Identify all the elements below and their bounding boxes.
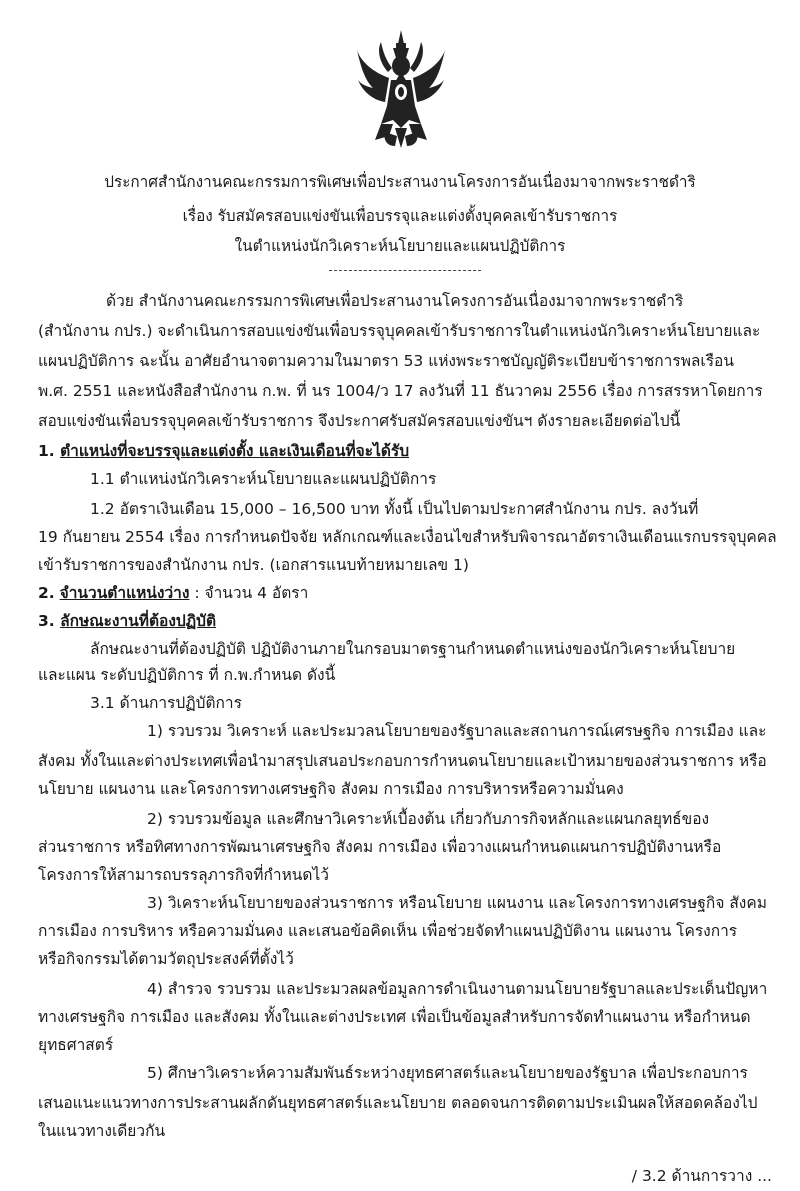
section-1-item-2-line-3: เข้ารับราชการของสำนักงาน กปร. (เอกสารแนบท้ายหมายเลข 1)	[38, 556, 469, 574]
duty-item-1-line-1: 1) รวบรวม วิเคราะห์ และประมวลนโยบายของรัฐบาลและสถานการณ์เศรษฐกิจ การเมือง และ	[147, 722, 767, 740]
duty-item-1-line-3: นโยบาย แผนงาน และโครงการทางเศรษฐกิจ สังคม การเมือง การบริหารหรือความมั่นคง	[38, 780, 624, 798]
intro-line-4: พ.ศ. 2551 และหนังสือสำนักงาน ก.พ. ที่ นร 1004/ว 17 ลงวันที่ 11 ธันวาคม 2556 เรื่อง การสรรหาโดยการ	[38, 382, 763, 400]
title-separator	[329, 270, 481, 271]
section-1-item-2-line-2: 19 กันยายน 2554 เรื่อง การกำหนดปัจจัย หลักเกณฑ์และเงื่อนไขสำหรับพิจารณาอัตราเงินเดือนแรกบรรจุบุคคล	[38, 528, 777, 546]
duty-item-4-line-3: ยุทธศาสตร์	[38, 1036, 114, 1054]
section-2	[38, 583, 308, 603]
section-1-heading	[38, 441, 409, 461]
intro-line-1: ด้วย สำนักงานคณะกรรมการพิเศษเพื่อประสานงานโครงการอันเนื่องมาจากพระราชดำริ	[106, 292, 684, 310]
announcement-title-line-2: เรื่อง รับสมัครสอบแข่งขันเพื่อบรรจุและแต่งตั้งบุคคลเข้ารับราชการ	[182, 207, 618, 225]
announcement-title-line-1: ประกาศสำนักงานคณะกรรมการพิเศษเพื่อประสานงานโครงการอันเนื่องมาจากพระราชดำริ	[104, 173, 696, 191]
section-3-number: 3.	[38, 612, 55, 630]
duty-item-2-line-2: ส่วนราชการ หรือทิศทางการพัฒนาเศรษฐกิจ สังคม การเมือง เพื่อวางแผนกำหนดแผนการปฏิบัติงานหรือ	[38, 838, 722, 856]
duty-item-3-line-3: หรือกิจกรรมได้ตามวัตถุประสงค์ที่ตั้งไว้	[38, 950, 294, 968]
duty-item-1-line-2: สังคม ทั้งในและต่างประเทศเพื่อนำมาสรุปเสนอประกอบการกำหนดนโยบายและเป้าหมายของส่วนราชการ หรือ	[38, 752, 767, 770]
duty-item-4-line-2: ทางเศรษฐกิจ การเมือง และสังคม ทั้งในและต่างประเทศ เพื่อเป็นข้อมูลสำหรับการจัดทำแผนงาน หรือกำหนด	[38, 1008, 751, 1026]
duty-item-3-line-2: การเมือง การบริหาร หรือความมั่นคง และเสนอข้อคิดเห็น เพื่อช่วยจัดทำแผนปฏิบัติงาน แผนงาน โครงการ	[38, 922, 738, 940]
garuda-emblem-icon	[355, 28, 447, 150]
announcement-title-line-3: ในตำแหน่งนักวิเคราะห์นโยบายและแผนปฏิบัติการ	[234, 237, 566, 255]
duty-item-5-line-1: 5) ศึกษาวิเคราะห์ความสัมพันธ์ระหว่างยุทธศาสตร์และนโยบายของรัฐบาล เพื่อประกอบการ	[147, 1064, 748, 1082]
section-1-title: ตำแหน่งที่จะบรรจุและแต่งตั้ง และเงินเดือนที่จะได้รับ	[60, 442, 410, 460]
intro-line-3: แผนปฏิบัติการ ฉะนั้น อาศัยอำนาจตามความในมาตรา 53 แห่งพระราชบัญญัติระเบียบข้าราชการพลเรือน	[38, 352, 734, 370]
section-1-item-1: 1.1 ตำแหน่งนักวิเคราะห์นโยบายและแผนปฏิบัติการ	[90, 470, 437, 488]
section-3-intro-line-1: ลักษณะงานที่ต้องปฏิบัติ ปฏิบัติงานภายในกรอบมาตรฐานกำหนดตำแหน่งของนักวิเคราะห์นโยบาย	[90, 640, 736, 658]
intro-line-5: สอบแข่งขันเพื่อบรรจุบุคคลเข้ารับราชการ จึงประกาศรับสมัครสอบแข่งขันฯ ดังรายละเอียดต่อไปนี้	[38, 412, 681, 430]
section-2-title: จำนวนตำแหน่งว่าง	[59, 584, 190, 602]
intro-line-2: (สำนักงาน กปร.) จะดำเนินการสอบแข่งขันเพื่อบรรจุบุคคลเข้ารับราชการในตำแหน่งนักวิเคราะห์นโยบายและ	[38, 322, 761, 340]
duty-item-2-line-3: โครงการให้สามารถบรรลุภารกิจที่กำหนดไว้	[38, 866, 329, 884]
page-continuation-note: / 3.2 ด้านการวาง ...	[631, 1167, 772, 1185]
duty-item-3-line-1: 3) วิเคราะห์นโยบายของส่วนราชการ หรือนโยบาย แผนงาน และโครงการทางเศรษฐกิจ สังคม	[147, 894, 767, 912]
section-2-value: : จำนวน 4 อัตรา	[189, 584, 309, 602]
section-3-subheading: 3.1 ด้านการปฏิบัติการ	[90, 694, 242, 712]
section-3-intro-line-2: และแผน ระดับปฏิบัติการ ที่ ก.พ.กำหนด ดังนี้	[38, 666, 336, 684]
duty-item-4-line-1: 4) สำรวจ รวบรวม และประมวลผลข้อมูลการดำเนินงานตามนโยบายรัฐบาลและประเด็นปัญหา	[147, 980, 768, 998]
section-1-number: 1.	[38, 442, 55, 460]
section-3-title: ลักษณะงานที่ต้องปฏิบัติ	[60, 612, 217, 630]
section-2-number: 2.	[38, 584, 55, 602]
duty-item-5-line-3: ในแนวทางเดียวกัน	[38, 1122, 166, 1140]
duty-item-5-line-2: เสนอแนะแนวทางการประสานผลักดันยุทธศาสตร์และนโยบาย ตลอดจนการติดตามประเมินผลให้สอดคล้องไป	[38, 1094, 758, 1112]
duty-item-2-line-1: 2) รวบรวมข้อมูล และศึกษาวิเคราะห์เบื้องต้น เกี่ยวกับภารกิจหลักและแผนกลยุทธ์ของ	[147, 810, 710, 828]
section-1-item-2-line-1: 1.2 อัตราเงินเดือน 15,000 – 16,500 บาท ทั้งนี้ เป็นไปตามประกาศสำนักงาน กปร. ลงวันที่	[90, 500, 699, 518]
section-3-heading	[38, 611, 216, 631]
